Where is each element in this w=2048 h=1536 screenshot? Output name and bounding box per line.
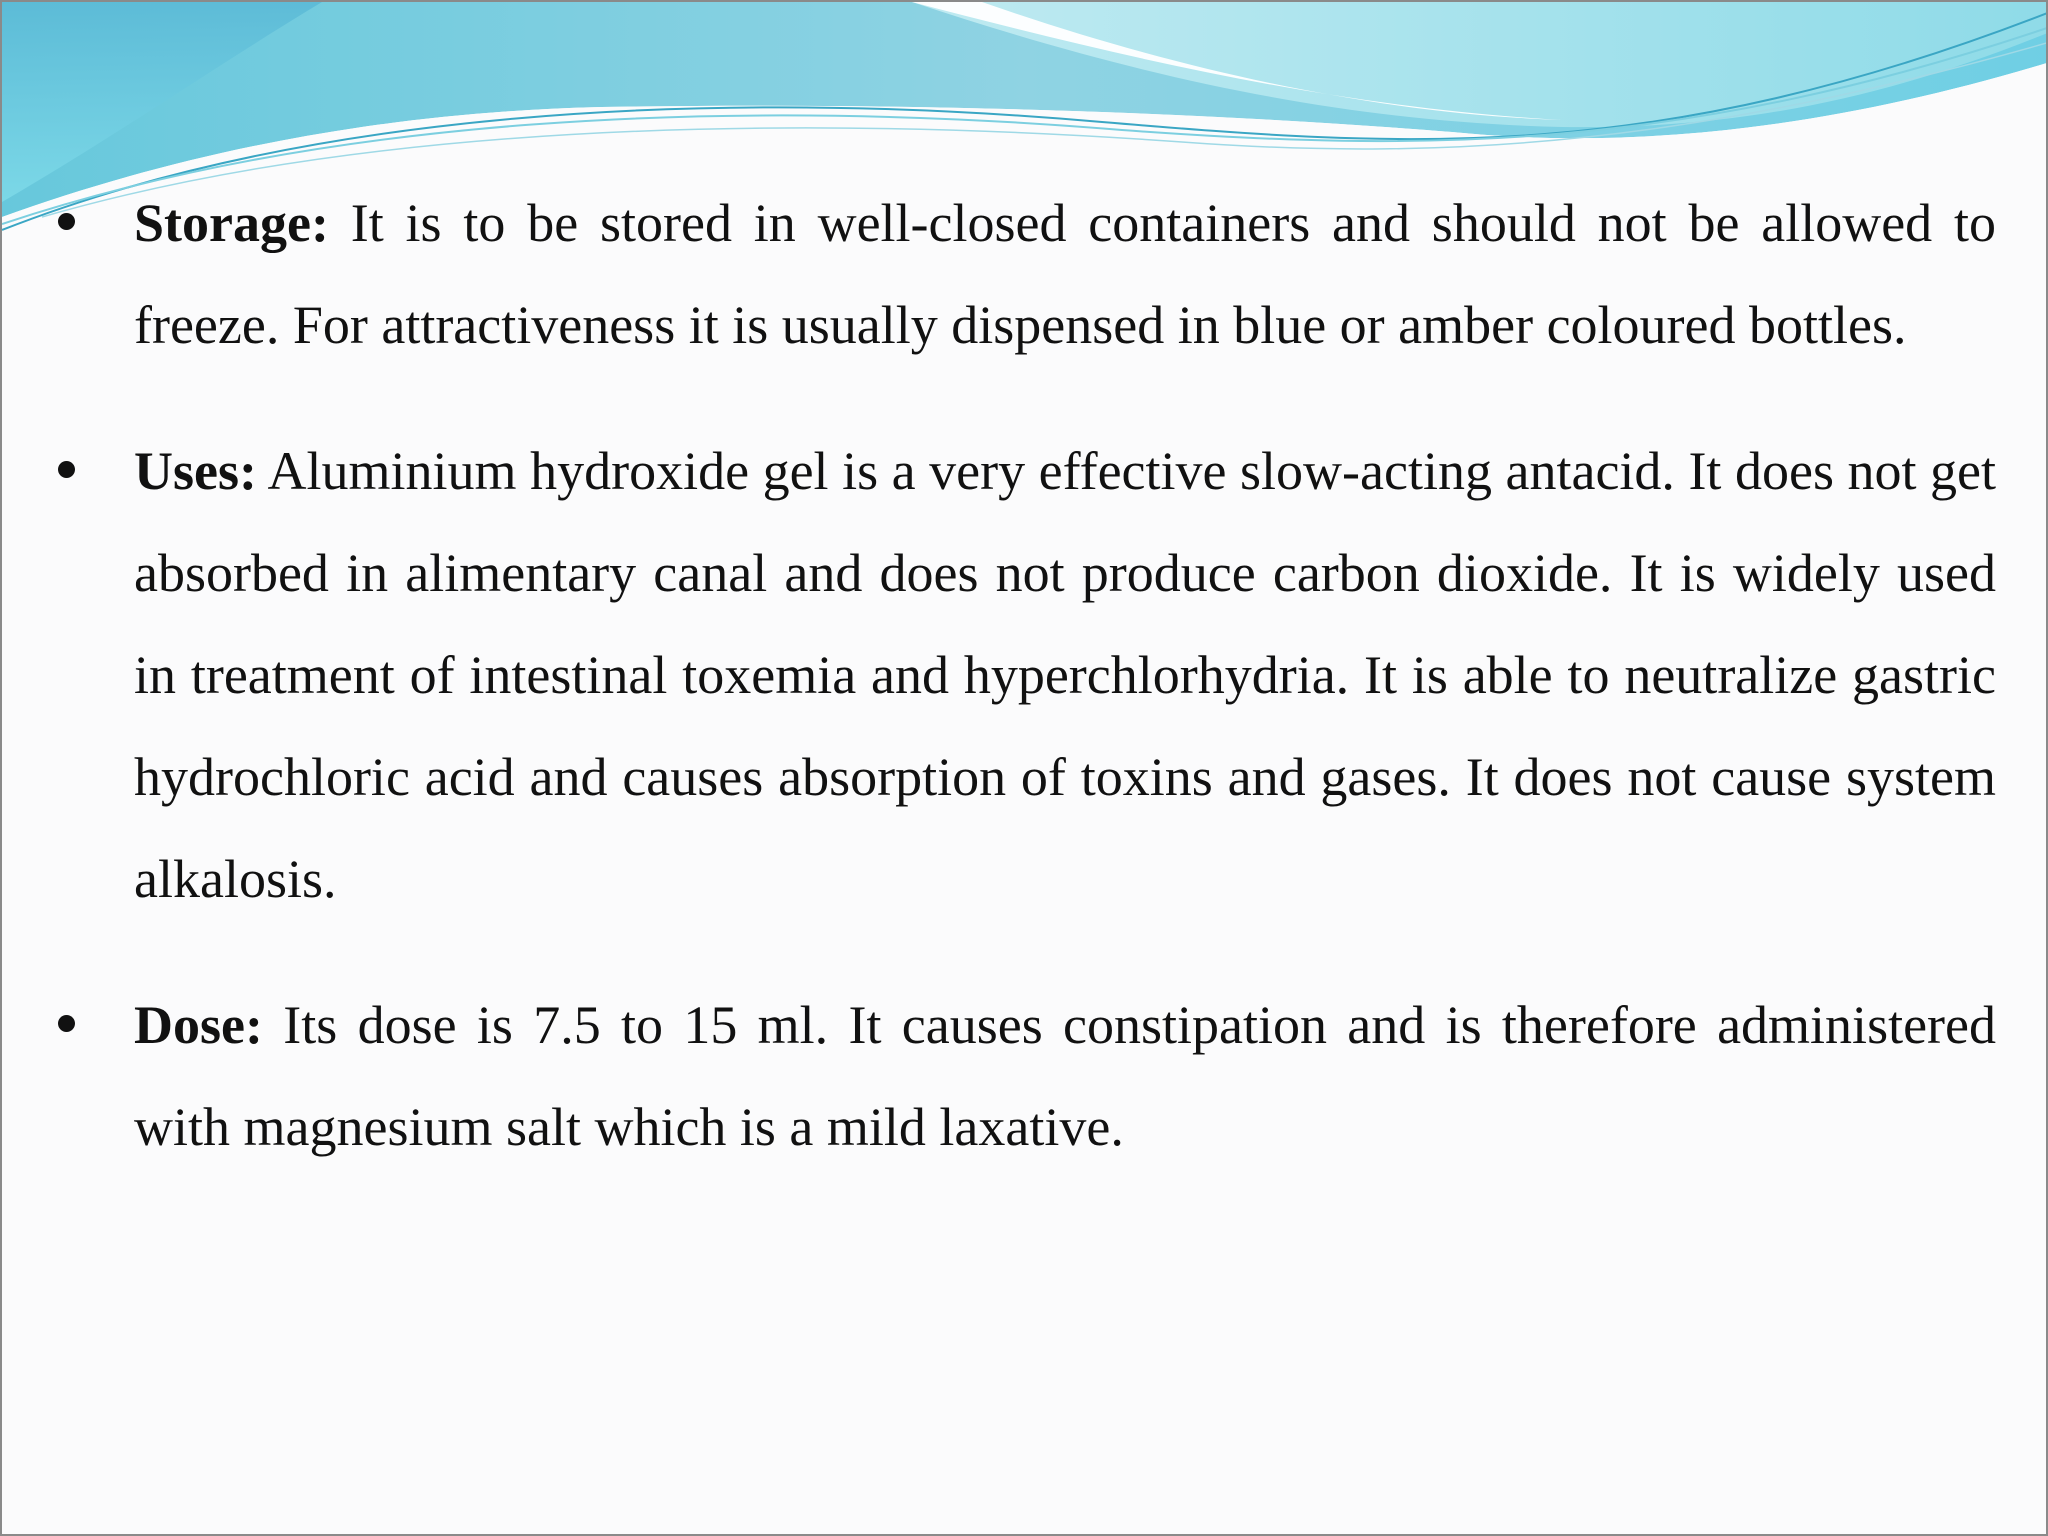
bullet-dose xyxy=(52,974,1996,1178)
bullet-dot xyxy=(58,461,75,478)
bullet-label: Uses: xyxy=(134,441,257,501)
bullet-label: Storage: xyxy=(134,193,329,253)
bullet-text: It is to be stored in well-closed containers and should not be allowed to freeze. For attractiveness it is usually dispensed in blue or amber coloured bottles. xyxy=(134,193,1996,355)
bullet-dot xyxy=(58,1015,75,1032)
bullet-storage xyxy=(52,172,1996,376)
bullet-text: Aluminium hydroxide gel is a very effective slow-acting antacid. It does not get absorbed in alimentary canal and does not produce carbon dioxide. It is widely used in treatment of intestinal toxemia and hyperchlorhydria. It is able to neutralize gastric hydrochloric acid and causes absorption of toxins and gases. It does not cause system alkalosis. xyxy=(134,441,1996,909)
bullet-uses xyxy=(52,420,1996,930)
bullet-text: Its dose is 7.5 to 15 ml. It causes constipation and is therefore administered with magnesium salt which is a mild laxative. xyxy=(134,995,1996,1157)
bullet-label: Dose: xyxy=(134,995,263,1055)
bullet-dot xyxy=(58,213,75,230)
bullet-list xyxy=(52,172,1996,1178)
